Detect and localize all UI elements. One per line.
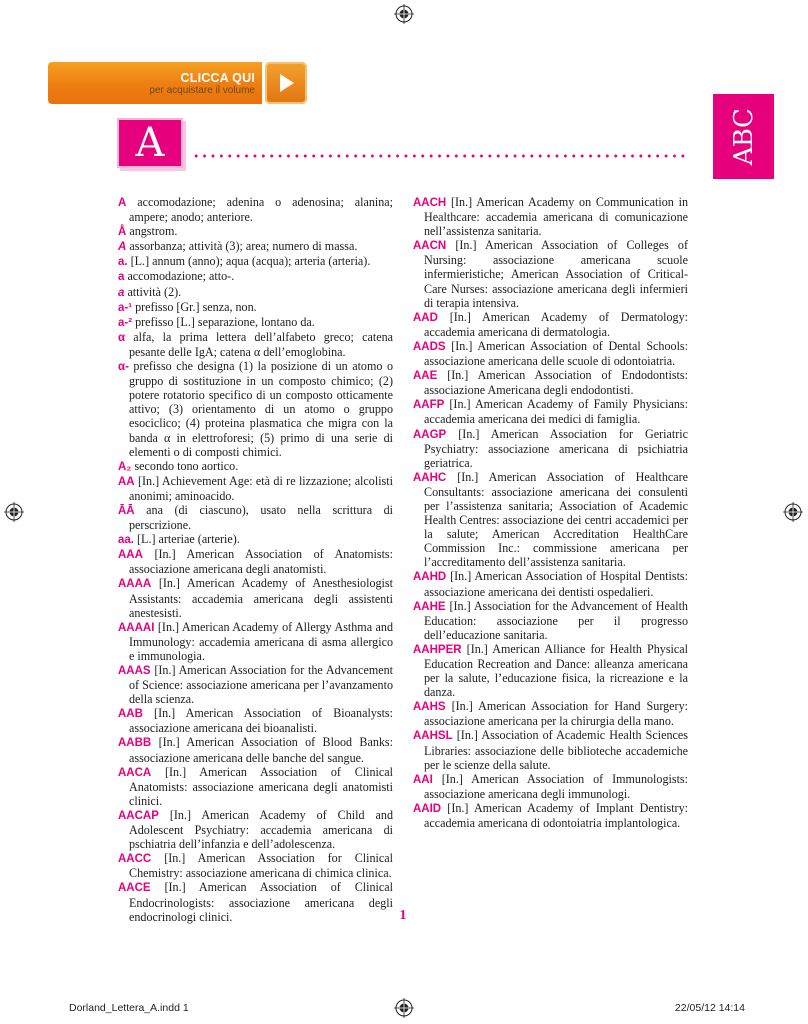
registration-mark-right-icon [783, 502, 803, 522]
entry-definition: [L.] annum (anno); aqua (acqua); arteria (arteria). [130, 254, 371, 269]
entry-headword: ĀĀ [118, 504, 135, 517]
dictionary-entry [118, 359, 393, 459]
entry-headword: AAD [413, 311, 438, 324]
footer-datetime: 22/05/12 14:14 [674, 1002, 745, 1014]
entry-headword: AA [118, 475, 135, 488]
banner-subtitle[interactable]: per acquistare il volume [149, 85, 255, 96]
entry-headword: α- [118, 361, 129, 374]
dictionary-entry [118, 474, 393, 503]
entry-headword: AAFP [413, 399, 445, 412]
page-number: 1 [399, 908, 407, 923]
entry-headword: AADS [413, 340, 446, 353]
banner-title[interactable]: CLICCA QUI [180, 71, 255, 85]
chapter-letter: A [135, 120, 165, 166]
side-tab[interactable] [713, 94, 774, 179]
entry-headword: AAID [413, 802, 442, 815]
entry-definition: [In.] American Academy of Child and Adolescent Psychiatry: accademia americana di pschiatria dell’infanzia e dell’adolescenza. [129, 807, 393, 852]
entry-definition: [In.] American Association of Hospital Dentists: associazione americana dei dentisti ospedalieri. [424, 569, 688, 599]
dictionary-entry [118, 224, 393, 239]
left-column [118, 195, 393, 924]
entry-definition: [In.] American Alliance for Health Physical Education Recreation and Dance: alleanza americana per la salute, l’educazione fisica, la ricreazione e la danza. [424, 641, 688, 700]
dictionary-entry [118, 765, 393, 808]
entry-headword: AAE [413, 370, 438, 383]
entry-definition: [In.] American Academy of Family Physicians: accademia americana dei medici di famiglia. [424, 397, 688, 427]
entry-headword: AAHE [413, 600, 446, 613]
entry-definition: [In.] American Association of Endodontists: associazione Americana degli endodontisti. [424, 368, 688, 398]
play-arrow-icon [277, 72, 297, 94]
entry-definition: [In.] American Association of Anatomists: associazione americana degli anatomisti. [129, 547, 393, 577]
entry-definition: [In.] American Academy of Implant Dentistry: accademia americana di odontoiatria implantologica. [424, 800, 688, 831]
dotted-rule [192, 153, 689, 159]
dictionary-entry [118, 663, 393, 706]
entry-headword: Å [118, 226, 127, 239]
entry-headword: AAI [413, 773, 433, 786]
entry-headword: AAHSL [413, 730, 453, 743]
entry-definition: [In.] American Association of Immunologists: associazione americana degli immunologi. [424, 771, 688, 801]
dictionary-entry [118, 254, 393, 269]
dictionary-entry [118, 547, 393, 576]
entry-headword: AAAS [118, 665, 151, 677]
entry-headword: AACAP [118, 809, 159, 822]
entry-headword: AAGP [413, 428, 447, 441]
entry-definition: [In.] American Association of Colleges of Nursing: associazione americana scuole infermieristiche; American Association of Critical-Care Nurses: associazione americana degli infermieri di terapia intensiva. [424, 238, 689, 310]
entry-definition: [In.] American Academy of Allergy Asthma and Immunology: accademia americana di asma allergico e immunologia. [129, 619, 393, 663]
entry-headword: A₂ [118, 460, 132, 473]
dictionary-entry [118, 851, 393, 880]
entry-definition: accomodazione; atto-. [127, 269, 235, 284]
entry-headword: a-¹ [118, 301, 133, 314]
entry-definition: [L.] arteriae (arterie). [137, 532, 240, 547]
entry-headword: a [118, 271, 125, 284]
entry-headword: AACN [413, 240, 447, 253]
entry-headword: A [118, 197, 127, 209]
dictionary-entry [413, 310, 688, 339]
dictionary-entry [413, 397, 688, 426]
registration-mark-bottom-icon [394, 998, 414, 1018]
purchase-banner[interactable] [48, 62, 307, 104]
dictionary-entry [413, 801, 688, 830]
entry-definition: accomodazione; adenina o adenosina; alanina; ampere; anodo; anteriore. [129, 195, 394, 225]
entry-headword: α [118, 331, 126, 344]
entry-headword: AABB [118, 737, 152, 750]
entry-definition: [In.] American Association for Hand Surgery: associazione americana per la chirurgia della mano. [424, 699, 688, 729]
dictionary-entry [413, 339, 688, 368]
entry-headword: A [118, 241, 127, 254]
dictionary-entry [413, 470, 688, 570]
dictionary-entry [413, 772, 688, 801]
entry-definition: [In.] American Academy on Communication in Healthcare: accademia americana di comunicazione nell’assistenza sanitaria. [424, 195, 688, 239]
dictionary-entry [118, 315, 393, 330]
dictionary-entry [118, 269, 393, 284]
entry-headword: AACE [118, 882, 151, 895]
entry-headword: AAHS [413, 701, 446, 714]
entry-headword: AACC [118, 853, 152, 866]
entry-headword: a. [118, 256, 128, 269]
side-tab-label[interactable]: ABC [728, 108, 759, 165]
dictionary-entry [118, 239, 393, 254]
dictionary-entry [118, 808, 393, 851]
dictionary-entry [413, 728, 688, 771]
dictionary-entry [118, 459, 393, 474]
dictionary-entry [413, 195, 688, 238]
entry-headword: AAHD [413, 571, 447, 584]
entry-definition: assorbanza; attività (3); area; numero di massa. [129, 239, 358, 254]
entry-definition: [In.] American Association for the Advancement of Science: associazione americana per l’avanzamento della scienza. [129, 663, 393, 707]
entry-definition: [In.] American Association of Clinical Anatomists: associazione americana degli anatomisti clinici. [129, 764, 393, 808]
entry-definition: [In.] Achievement Age: età di re lizzazione; alcolisti anonimi; aminoacido. [129, 473, 393, 503]
dictionary-entry [118, 300, 393, 315]
dictionary-entry [118, 706, 393, 735]
footer-file-name: Dorland_Lettera_A.indd 1 [69, 1002, 189, 1014]
entry-definition: [In.] American Association of Healthcare Consultants: associazione americana dei consulenti per l’assistenza sanitaria; Association of Academic Health Centres: associazione dei centri accademici per la salute; American Accreditation HealthCare Commission Inc.: commissione americana per l’accreditamento dell’assistenza sanitaria. [424, 469, 688, 570]
entry-definition: [In.] American Association for Clinical Chemistry: associazione americana di chimica clinica. [129, 851, 393, 881]
dictionary-entry [118, 735, 393, 764]
entry-definition: [In.] American Association of Clinical Endocrinologists: associazione americana degli endocrinologi clinici. [129, 880, 393, 924]
entry-headword: AACH [413, 197, 447, 209]
right-column [413, 195, 688, 830]
entry-definition: [In.] Association of Academic Health Sciences Libraries: associazione delle biblioteche accademiche per le scienze della salute. [424, 728, 688, 772]
entry-definition: alfa, la prima lettera dell’alfabeto greco; catena pesante delle IgA; catena α dell’emoglobina. [129, 329, 393, 359]
registration-mark-left-icon [4, 502, 24, 522]
dictionary-entry [118, 880, 393, 923]
entry-definition: angstrom. [129, 224, 178, 239]
entry-headword: AAAAI [118, 621, 155, 634]
dictionary-entry [118, 195, 393, 224]
dictionary-entry [413, 368, 688, 397]
registration-mark-top-icon [394, 4, 414, 24]
entry-definition: [In.] American Association of Blood Banks: associazione americana delle banche del sangue. [129, 735, 393, 765]
entry-definition: [In.] American Association of Bioanalysts: associazione americana dei bioanalisti. [129, 706, 393, 736]
dictionary-entry [413, 699, 688, 728]
dictionary-entry [118, 532, 393, 547]
entry-definition: [In.] American Association for Geriatric Psychiatry: associazione americana di psichiatria geriatrica. [424, 426, 689, 470]
dictionary-entry [118, 620, 393, 663]
entry-definition: secondo tono aortico. [134, 458, 239, 473]
entry-headword: AAHC [413, 471, 447, 484]
dictionary-entry [118, 330, 393, 359]
dictionary-entry [118, 285, 393, 300]
entry-headword: aa. [118, 534, 134, 547]
dictionary-entry [413, 642, 688, 699]
entry-definition: [In.] American Academy of Dermatology: accademia americana di dermatologia. [424, 309, 688, 339]
dictionary-entry [413, 427, 688, 470]
entry-headword: AAB [118, 708, 143, 721]
dictionary-entry [413, 569, 688, 598]
entry-headword: a-² [118, 316, 133, 329]
entry-headword: AACA [118, 766, 152, 779]
entry-definition: attività (2). [127, 284, 182, 299]
entry-definition: prefisso [L.] separazione, lontano da. [135, 314, 315, 329]
entry-headword: AAHPER [413, 643, 462, 656]
chapter-letter-box [117, 118, 183, 168]
entry-definition: [In.] American Academy of Anesthesiologist Assistants: accademia americana degli assistenti anestesisti. [129, 576, 393, 620]
entry-definition: prefisso che designa (1) la posizione di un atomo o gruppo di sostituzione in un composto chimico; (2) potere rotatorio specifico di un composto otticamente attivo; (3) orientamento di un atomo o gruppo esociclico; (4) proteina plasmatica che migra con la banda α in elettroforesi; (5) primo di una serie di elementi o di composti chimici. [129, 359, 393, 459]
play-button[interactable] [265, 62, 307, 104]
dictionary-entry [118, 576, 393, 619]
entry-headword: a [118, 286, 125, 299]
entry-definition: prefisso [Gr.] senza, non. [135, 299, 257, 314]
entry-headword: AAA [118, 549, 143, 562]
entry-headword: AAAA [118, 578, 152, 591]
entry-definition: [In.] American Association of Dental Schools: associazione americana delle scuole di odontoiatria. [424, 338, 688, 369]
entry-definition: ana (di ciascuno), usato nella scrittura di perscrizione. [129, 502, 394, 533]
dictionary-entry [118, 503, 393, 532]
entry-definition: [In.] Association for the Advancement of Health Education: associazione per il progresso dell’educazione sanitaria. [424, 598, 688, 642]
dictionary-entry [413, 238, 688, 309]
dictionary-entry [413, 599, 688, 642]
